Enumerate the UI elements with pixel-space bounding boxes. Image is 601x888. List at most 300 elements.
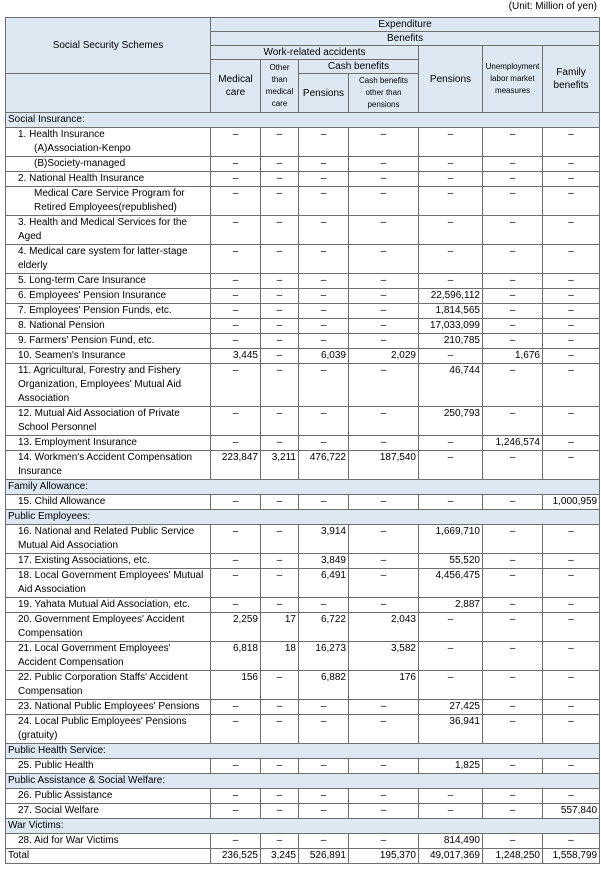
value-cell: 49,017,369 (419, 849, 483, 864)
value-cell: 1,558,799 (543, 849, 600, 864)
value-cell: – (419, 216, 483, 245)
row-label (6, 274, 211, 289)
row-label-text: 3. Health and Medical Services for the Aged (18, 217, 187, 242)
value-cell: – (299, 128, 349, 157)
row-label (6, 715, 211, 744)
value-cell: – (349, 319, 419, 334)
row-label-text: 23. National Public Employees' Pensions (18, 701, 200, 712)
table-row (6, 304, 600, 319)
value-cell: – (349, 245, 419, 274)
row-label (6, 157, 211, 172)
row-label (6, 436, 211, 451)
value-cell: – (419, 187, 483, 216)
value-cell: – (261, 715, 299, 744)
value-cell: – (211, 157, 261, 172)
value-cell: – (261, 834, 299, 849)
value-cell: – (211, 804, 261, 819)
value-cell: – (483, 525, 543, 554)
value-cell: – (543, 319, 600, 334)
row-label-text: 12. Mutual Aid Association of Private School Personnel (18, 408, 180, 433)
value-cell: – (543, 172, 600, 187)
table-row (6, 289, 600, 304)
total-row (6, 849, 600, 864)
value-cell: 223,847 (211, 451, 261, 480)
row-label-text: 15. Child Allowance (18, 496, 106, 507)
row-label-line: 1. Health Insurance (18, 129, 105, 140)
value-cell: – (299, 289, 349, 304)
row-label (6, 671, 211, 700)
section-row (6, 819, 600, 834)
row-label (6, 349, 211, 364)
value-cell: – (483, 319, 543, 334)
table-row (6, 789, 600, 804)
table-row (6, 157, 600, 172)
table-row (6, 436, 600, 451)
value-cell: – (211, 364, 261, 407)
value-cell: – (211, 304, 261, 319)
row-label (6, 700, 211, 715)
value-cell: – (483, 759, 543, 774)
row-label-text: 2. National Health Insurance (18, 173, 145, 184)
row-label-text: 4. Medical care system for latter-stage elderly (18, 246, 188, 271)
value-cell: 16,273 (299, 642, 349, 671)
value-cell: – (261, 334, 299, 349)
value-cell: 2,259 (211, 613, 261, 642)
section-label: Public Health Service: (6, 744, 600, 759)
row-label (6, 569, 211, 598)
row-label (6, 525, 211, 554)
value-cell: – (261, 172, 299, 187)
value-cell: – (299, 700, 349, 715)
header-family: Family benefits (543, 46, 600, 113)
value-cell: – (299, 759, 349, 774)
value-cell: – (211, 834, 261, 849)
value-cell: 1,669,710 (419, 525, 483, 554)
value-cell: – (261, 157, 299, 172)
value-cell: – (349, 525, 419, 554)
value-cell: 1,246,574 (483, 436, 543, 451)
value-cell: – (419, 495, 483, 510)
value-cell: – (299, 364, 349, 407)
value-cell: – (349, 834, 419, 849)
header-expenditure: Expenditure (211, 18, 600, 32)
value-cell: – (261, 554, 299, 569)
value-cell: 1,825 (419, 759, 483, 774)
value-cell: – (211, 525, 261, 554)
table-row (6, 671, 600, 700)
value-cell: – (299, 187, 349, 216)
table-row (6, 245, 600, 274)
value-cell: 55,520 (419, 554, 483, 569)
row-label (6, 289, 211, 304)
table-row (6, 613, 600, 642)
header-schemes: Social Security Schemes (6, 18, 211, 74)
value-cell: – (349, 569, 419, 598)
section-label: Social Insurance: (6, 113, 600, 128)
row-label-text: 13. Employment Insurance (18, 437, 137, 448)
value-cell: 236,525 (211, 849, 261, 864)
header-benefits: Benefits (211, 32, 600, 46)
value-cell: 176 (349, 671, 419, 700)
value-cell: – (483, 128, 543, 157)
value-cell: 1,676 (483, 349, 543, 364)
value-cell: – (299, 319, 349, 334)
value-cell: 814,490 (419, 834, 483, 849)
value-cell: 4,456,475 (419, 569, 483, 598)
table-row (6, 495, 600, 510)
value-cell: – (349, 128, 419, 157)
header-medical-care: Medical care (211, 60, 261, 113)
row-label-text: (B)Society-managed (34, 158, 126, 169)
table-header (6, 18, 600, 113)
row-label (6, 334, 211, 349)
row-label-text: 7. Employees' Pension Funds, etc. (18, 305, 172, 316)
value-cell: – (349, 804, 419, 819)
table-row (6, 128, 600, 157)
row-label (6, 598, 211, 613)
value-cell: – (299, 216, 349, 245)
section-row (6, 510, 600, 525)
value-cell: 6,818 (211, 642, 261, 671)
value-cell: – (419, 671, 483, 700)
value-cell: – (299, 274, 349, 289)
table-row (6, 349, 600, 364)
table-row (6, 598, 600, 613)
header-pensions: Pensions (419, 46, 483, 113)
table-row (6, 759, 600, 774)
value-cell: 210,785 (419, 334, 483, 349)
value-cell: – (211, 216, 261, 245)
value-cell: – (483, 554, 543, 569)
value-cell: – (483, 569, 543, 598)
value-cell: 3,849 (299, 554, 349, 569)
value-cell: 36,941 (419, 715, 483, 744)
value-cell: – (261, 804, 299, 819)
row-label (6, 759, 211, 774)
table-row (6, 319, 600, 334)
value-cell: 22,596,112 (419, 289, 483, 304)
header-cash-benefits: Cash benefits (299, 60, 419, 74)
value-cell: – (261, 289, 299, 304)
value-cell: – (483, 789, 543, 804)
value-cell: – (483, 700, 543, 715)
value-cell: – (543, 436, 600, 451)
value-cell: – (349, 759, 419, 774)
value-cell: 3,582 (349, 642, 419, 671)
value-cell: – (543, 700, 600, 715)
value-cell: – (211, 759, 261, 774)
value-cell: – (299, 834, 349, 849)
row-label-text: 8. National Pension (18, 320, 105, 331)
value-cell: – (543, 759, 600, 774)
value-cell: – (299, 436, 349, 451)
row-label (6, 245, 211, 274)
value-cell: – (261, 187, 299, 216)
row-label (6, 128, 211, 157)
value-cell: – (419, 451, 483, 480)
value-cell: – (483, 172, 543, 187)
value-cell: – (261, 319, 299, 334)
value-cell: – (483, 834, 543, 849)
value-cell: – (349, 289, 419, 304)
value-cell: – (543, 128, 600, 157)
row-label (6, 451, 211, 480)
value-cell: 2,043 (349, 613, 419, 642)
value-cell: – (299, 304, 349, 319)
value-cell: – (349, 334, 419, 349)
value-cell: – (543, 642, 600, 671)
value-cell: – (483, 334, 543, 349)
section-label: Family Allowance: (6, 480, 600, 495)
value-cell: – (419, 128, 483, 157)
value-cell: – (543, 671, 600, 700)
row-label-text: 18. Local Government Employees' Mutual Aid Association (18, 570, 204, 595)
section-label: Public Employees: (6, 510, 600, 525)
expenditure-table (5, 17, 600, 864)
value-cell: – (211, 789, 261, 804)
value-cell: – (261, 245, 299, 274)
value-cell: – (211, 495, 261, 510)
row-label-text: 22. Public Corporation Staffs' Accident Compensation (18, 672, 188, 697)
value-cell: – (261, 304, 299, 319)
value-cell: 195,370 (349, 849, 419, 864)
value-cell: – (299, 789, 349, 804)
value-cell: – (543, 334, 600, 349)
row-label-text: 5. Long-term Care Insurance (18, 275, 146, 286)
value-cell: – (299, 407, 349, 436)
row-label (6, 495, 211, 510)
table-row (6, 715, 600, 744)
table-row (6, 187, 600, 216)
row-label-text: 9. Farmers' Pension Fund, etc. (18, 335, 155, 346)
value-cell: – (483, 364, 543, 407)
header-cash-other: Cash benefits other than pensions (349, 74, 419, 113)
row-label-text: 26. Public Assistance (18, 790, 113, 801)
row-label (6, 849, 211, 864)
value-cell: – (483, 274, 543, 289)
value-cell: – (483, 642, 543, 671)
value-cell: – (211, 407, 261, 436)
value-cell: 3,445 (211, 349, 261, 364)
value-cell: 526,891 (299, 849, 349, 864)
value-cell: – (419, 349, 483, 364)
value-cell: – (261, 759, 299, 774)
table-body (6, 113, 600, 864)
row-label-text: Medical Care Service Program for Retired Employees(republished) (34, 188, 185, 213)
row-label-text: 25. Public Health (18, 760, 94, 771)
table-row (6, 364, 600, 407)
value-cell: 2,029 (349, 349, 419, 364)
value-cell: – (419, 789, 483, 804)
value-cell: – (419, 613, 483, 642)
value-cell: – (543, 715, 600, 744)
row-label-text: 21. Local Government Employees' Accident Compensation (18, 643, 171, 668)
row-label (6, 804, 211, 819)
value-cell: – (349, 274, 419, 289)
value-cell: – (261, 525, 299, 554)
value-cell: 1,814,565 (419, 304, 483, 319)
value-cell: 17 (261, 613, 299, 642)
value-cell: – (543, 789, 600, 804)
value-cell: – (543, 274, 600, 289)
row-label (6, 407, 211, 436)
table-row (6, 804, 600, 819)
value-cell: – (419, 172, 483, 187)
value-cell: – (483, 671, 543, 700)
value-cell: 6,491 (299, 569, 349, 598)
value-cell: – (483, 804, 543, 819)
table-row (6, 569, 600, 598)
value-cell: – (261, 216, 299, 245)
value-cell: – (261, 495, 299, 510)
value-cell: 18 (261, 642, 299, 671)
value-cell: – (483, 715, 543, 744)
row-label-text: 20. Government Employees' Accident Compensation (18, 614, 185, 639)
row-label-text: 19. Yahata Mutual Aid Association, etc. (18, 599, 190, 610)
value-cell: – (349, 700, 419, 715)
row-label (6, 216, 211, 245)
table-row (6, 451, 600, 480)
value-cell: 557,840 (543, 804, 600, 819)
value-cell: – (543, 598, 600, 613)
value-cell: – (349, 187, 419, 216)
value-cell: – (299, 334, 349, 349)
row-label-text: 27. Social Welfare (18, 805, 99, 816)
value-cell: – (299, 172, 349, 187)
value-cell: – (299, 715, 349, 744)
value-cell: – (419, 245, 483, 274)
value-cell: – (419, 274, 483, 289)
value-cell: – (543, 834, 600, 849)
value-cell: – (349, 715, 419, 744)
value-cell: – (211, 436, 261, 451)
value-cell: 17,033,099 (419, 319, 483, 334)
row-label (6, 364, 211, 407)
row-label-text: 11. Agricultural, Forestry and Fishery Organization, Employees' Mutual Aid Association (18, 365, 182, 404)
row-label (6, 642, 211, 671)
value-cell: – (211, 598, 261, 613)
row-label-text: Total (8, 850, 30, 861)
value-cell: – (261, 349, 299, 364)
value-cell: – (261, 598, 299, 613)
row-label (6, 172, 211, 187)
row-label-text: 10. Seamen's Insurance (18, 350, 126, 361)
value-cell: – (543, 349, 600, 364)
value-cell: – (299, 157, 349, 172)
table-row (6, 274, 600, 289)
table-row (6, 525, 600, 554)
value-cell: – (483, 289, 543, 304)
value-cell: – (419, 642, 483, 671)
value-cell: – (261, 128, 299, 157)
value-cell: 1,000,959 (543, 495, 600, 510)
value-cell: – (543, 569, 600, 598)
value-cell: – (543, 289, 600, 304)
value-cell: – (211, 187, 261, 216)
table-row (6, 700, 600, 715)
section-row (6, 480, 600, 495)
value-cell: 187,540 (349, 451, 419, 480)
value-cell: 250,793 (419, 407, 483, 436)
value-cell: – (419, 157, 483, 172)
value-cell: 6,722 (299, 613, 349, 642)
value-cell: – (349, 554, 419, 569)
row-label (6, 834, 211, 849)
row-label-text: 24. Local Public Employees' Pensions (gratuity) (18, 716, 187, 741)
table-row (6, 216, 600, 245)
value-cell: 3,245 (261, 849, 299, 864)
row-label (6, 613, 211, 642)
value-cell: – (483, 598, 543, 613)
row-label (6, 554, 211, 569)
value-cell: – (211, 715, 261, 744)
header-unemployment: Unemployment labor market measures (483, 46, 543, 113)
value-cell: – (543, 364, 600, 407)
value-cell: – (543, 451, 600, 480)
value-cell: – (349, 407, 419, 436)
value-cell: – (261, 789, 299, 804)
value-cell: – (483, 216, 543, 245)
value-cell: – (543, 157, 600, 172)
value-cell: – (211, 289, 261, 304)
header-work-related: Work-related accidents (211, 46, 419, 60)
table-row (6, 172, 600, 187)
value-cell: – (483, 157, 543, 172)
table-row (6, 834, 600, 849)
value-cell: – (299, 495, 349, 510)
value-cell: – (211, 700, 261, 715)
row-label-text: 16. National and Related Public Service Mutual Aid Association (18, 526, 195, 551)
value-cell: 3,914 (299, 525, 349, 554)
value-cell: 3,211 (261, 451, 299, 480)
value-cell: – (211, 569, 261, 598)
value-cell: – (349, 598, 419, 613)
value-cell: – (261, 274, 299, 289)
value-cell: – (211, 245, 261, 274)
value-cell: – (543, 304, 600, 319)
value-cell: – (543, 187, 600, 216)
section-row (6, 113, 600, 128)
value-cell: – (543, 613, 600, 642)
value-cell: – (483, 613, 543, 642)
value-cell: 1,248,250 (483, 849, 543, 864)
value-cell: 27,425 (419, 700, 483, 715)
row-label-text: 6. Employees' Pension Insurance (18, 290, 167, 301)
value-cell: 2,887 (419, 598, 483, 613)
header-pensions-wr: Pensions (299, 74, 349, 113)
value-cell: – (483, 495, 543, 510)
value-cell: – (543, 245, 600, 274)
value-cell: – (543, 554, 600, 569)
row-label-line: (A)Association-Kenpo (34, 143, 131, 154)
value-cell: – (299, 598, 349, 613)
value-cell: – (261, 436, 299, 451)
row-label-text: 17. Existing Associations, etc. (18, 555, 150, 566)
value-cell: – (261, 407, 299, 436)
row-label (6, 319, 211, 334)
value-cell: – (299, 245, 349, 274)
value-cell: 6,039 (299, 349, 349, 364)
section-label: Public Assistance & Social Welfare: (6, 774, 600, 789)
value-cell: – (261, 364, 299, 407)
header-schemes-spacer (6, 74, 211, 113)
unit-note: (Unit: Million of yen) (508, 1, 597, 12)
value-cell: – (349, 172, 419, 187)
table-row (6, 407, 600, 436)
value-cell: 46,744 (419, 364, 483, 407)
row-label (6, 304, 211, 319)
table-row (6, 642, 600, 671)
